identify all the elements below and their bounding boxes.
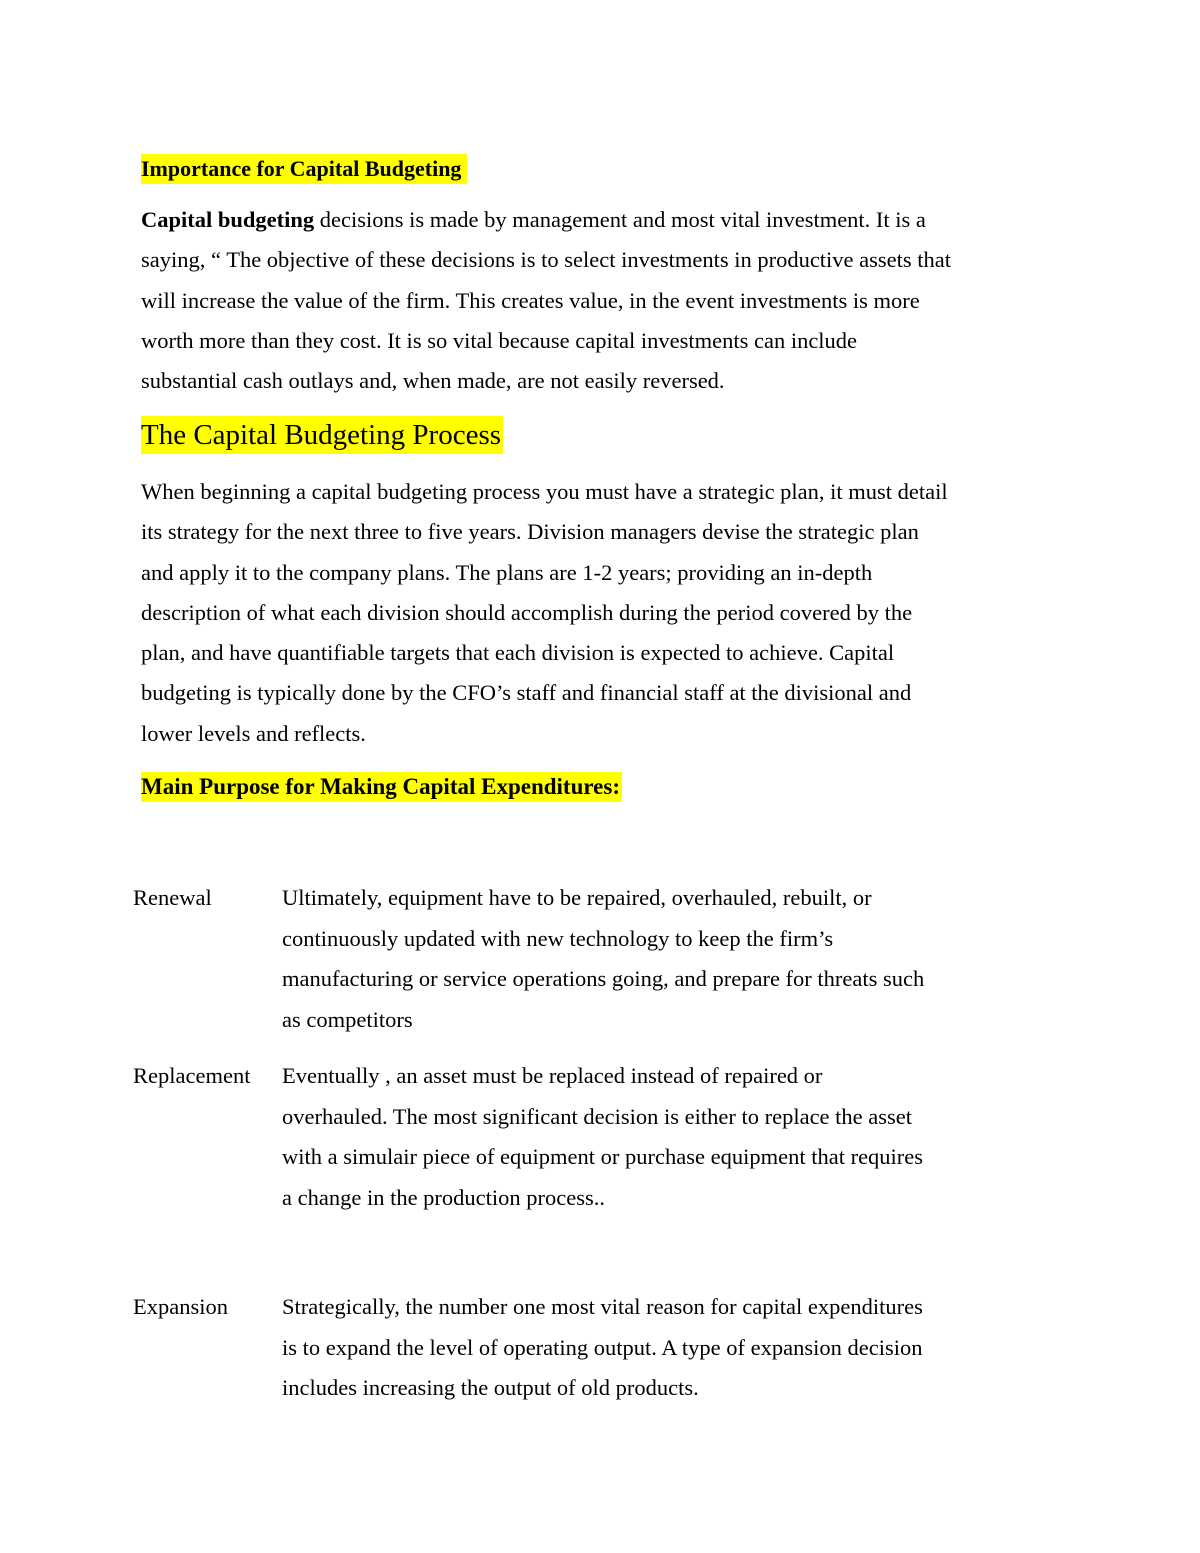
- paragraph-line: its strategy for the next three to five years. Division managers devise the strategic plan: [141, 519, 919, 545]
- description-line: is to expand the level of operating output. A type of expansion decision: [282, 1334, 923, 1360]
- term-description: [282, 1287, 1062, 1409]
- heading-main-purpose: Main Purpose for Making Capital Expenditures:: [141, 772, 622, 802]
- term-label: Replacement: [133, 1063, 251, 1088]
- term-description: [282, 1056, 1062, 1218]
- heading-importance: Importance for Capital Budgeting: [141, 154, 467, 184]
- line-text: decisions is made by management and most vital investment. It is a: [314, 207, 926, 232]
- bold-lead: Capital budgeting: [141, 207, 315, 232]
- paragraph-line: plan, and have quantifiable targets that each division is expected to achieve. Capital: [141, 640, 895, 666]
- paragraph-line: will increase the value of the firm. This creates value, in the event investments is more: [141, 287, 920, 313]
- paragraph-line: substantial cash outlays and, when made, are not easily reversed.: [141, 368, 725, 394]
- heading-process: The Capital Budgeting Process: [141, 416, 503, 454]
- term-description: [282, 878, 1062, 1040]
- paragraph-process: [141, 472, 1081, 754]
- paragraph-line: lower levels and reflects.: [141, 720, 366, 746]
- description-line: includes increasing the output of old products.: [282, 1375, 699, 1400]
- description-line: Eventually , an asset must be replaced instead of repaired or: [282, 1063, 823, 1088]
- paragraph-line: worth more than they cost. It is so vital because capital investments can include: [141, 327, 858, 353]
- paragraph-line: When beginning a capital budgeting process you must have a strategic plan, it must detail: [141, 479, 948, 504]
- description-line: as competitors: [282, 1006, 413, 1032]
- description-line: overhauled. The most significant decision is either to replace the asset: [282, 1103, 913, 1129]
- description-line: with a simulair piece of equipment or purchase equipment that requires: [282, 1144, 924, 1169]
- description-line: Strategically, the number one most vital reason for capital expenditures: [282, 1294, 923, 1319]
- paragraph-line: description of what each division should accomplish during the period covered by the: [141, 599, 913, 625]
- description-line: Ultimately, equipment have to be repaired, overhauled, rebuilt, or: [282, 885, 872, 910]
- description-line: a change in the production process..: [282, 1184, 606, 1210]
- term-label: Renewal: [133, 885, 212, 910]
- paragraph-line: [141, 200, 1081, 240]
- paragraph-line: saying, “ The objective of these decisions is to select investments in productive assets that: [141, 247, 952, 273]
- paragraph-line: budgeting is typically done by the CFO’s staff and financial staff at the divisional and: [141, 680, 912, 706]
- term-label: Expansion: [133, 1294, 228, 1319]
- paragraph-line: and apply it to the company plans. The plans are 1-2 years; providing an in-depth: [141, 559, 873, 585]
- description-line: continuously updated with new technology to keep the firm’s: [282, 925, 834, 951]
- description-line: manufacturing or service operations going, and prepare for threats such: [282, 966, 925, 991]
- paragraph-importance: [141, 200, 1081, 401]
